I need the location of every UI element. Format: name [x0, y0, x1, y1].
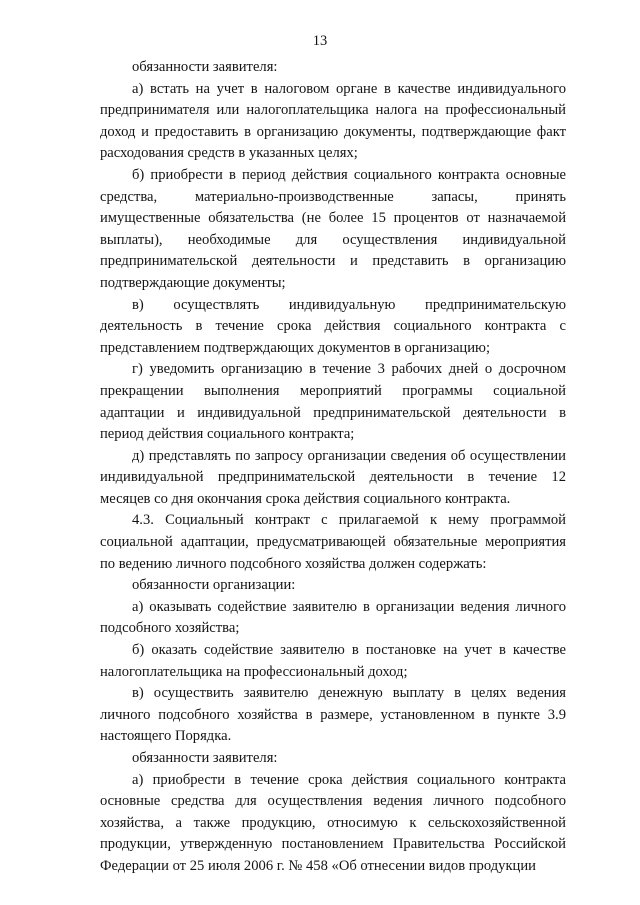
paragraph-organization-duties-heading: обязанности организации:: [132, 577, 296, 594]
paragraph-item-b-acquire-assets: б) приобрести в период действия социального контракта основные средства, материально-производственные запасы, принять имущественные обязательства (не более 15 процентов от назначаемой выплаты), необходимые для осуществления индивидуальной предпринимательской деятельности и представить в организацию подтверждающие документы;: [100, 166, 566, 291]
paragraph-org-item-a: а) оказывать содействие заявителю в организации ведения личного подсобного хозяйства;: [100, 598, 566, 637]
paragraph-applicant-duties-heading-2: обязанности заявителя:: [132, 750, 278, 766]
paragraph-item-g-notify-termination: г) уведомить организацию в течение 3 рабочих дней о досрочном прекращении выполнения мероприятий программы социальной адаптации и индивидуальной предпринимательской деятельности в период действия социального контракта;: [100, 361, 566, 443]
page-number: 13: [312, 33, 328, 49]
paragraph-section-4-3: 4.3. Социальный контракт с прилагаемой к нему программой социальной адаптации, предусматривающей обязательные мероприятия по ведению личного подсобного хозяйства должен содержать:: [100, 512, 566, 572]
paragraph-org-item-v: в) осуществить заявителю денежную выплату в целях ведения личного подсобного хозяйства в размере, установленном в пункте 3.9 настоящего Порядка.: [100, 685, 566, 745]
paragraph-applicant-duties-heading: обязанности заявителя:: [132, 59, 278, 75]
paragraph-org-item-b: б) оказать содействие заявителю в постановке на учет в качестве налогоплательщика на профессиональный доход;: [100, 642, 566, 680]
paragraph-item-v-conduct-business: в) осуществлять индивидуальную предпринимательскую деятельность в течение срока действия социального контракта с представлением подтверждающих документов в организацию;: [100, 296, 566, 356]
paragraph-item-d-provide-information: д) представлять по запросу организации сведения об осуществлении индивидуальной предпринимательской деятельности в течение 12 месяцев со дня окончания срока действия социального контракта.: [100, 447, 566, 507]
paragraph-applicant-item-a: а) приобрести в течение срока действия социального контракта основные средства для осуществления ведения личного подсобного хозяйства, а также продукцию, относимую к сельскохозяйственной продукции, утвержденную постановлением Правительства Российской Федерации от 25 июля 2006 г. № 458 «Об отнесении видов продукции: [100, 771, 566, 874]
document-body: [100, 57, 566, 878]
paragraph-item-a-tax-registration: а) встать на учет в налоговом органе в качестве индивидуального предпринимателя или налогоплательщика налога на профессиональный доход и предоставить в организацию документы, подтверждающие факт расходования средств в указанных целях;: [100, 80, 566, 162]
